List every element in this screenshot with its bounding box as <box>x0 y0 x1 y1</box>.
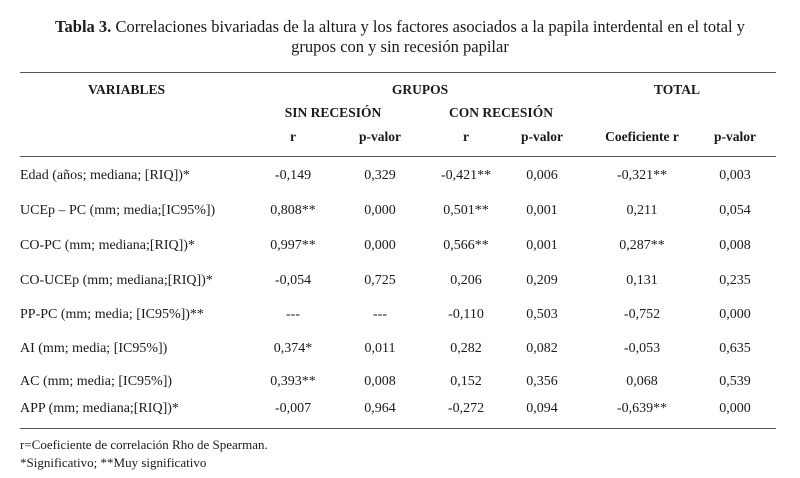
cell-con-r: 0,152 <box>450 374 482 389</box>
cell-con-p: 0,001 <box>526 238 558 253</box>
cell-con-r: -0,110 <box>448 307 484 322</box>
cell-sin-p: 0,008 <box>364 374 396 389</box>
cell-con-r: 0,501** <box>443 203 489 218</box>
header-total: TOTAL <box>653 82 701 97</box>
row-variable: CO-UCEp (mm; mediana;[RIQ])* <box>20 273 213 288</box>
top-rule <box>20 72 776 73</box>
cell-sin-r: 0,808** <box>270 203 316 218</box>
cell-con-r: 0,206 <box>450 273 482 288</box>
cell-sin-r: 0,374* <box>273 341 313 356</box>
cell-con-p: 0,006 <box>526 168 558 183</box>
cell-con-r: -0,272 <box>447 401 485 416</box>
cell-total-r: -0,053 <box>623 341 661 356</box>
cell-sin-r: 0,997** <box>270 238 316 253</box>
row-variable: CO-PC (mm; mediana;[RIQ])* <box>20 238 195 253</box>
cell-sin-p: 0,000 <box>364 238 396 253</box>
header-sin-recesion: SIN RECESIÓN <box>284 105 382 120</box>
row-variable: PP-PC (mm; media; [IC95%])** <box>20 307 204 322</box>
cell-sin-r: 0,393** <box>270 374 316 389</box>
cell-sin-p: 0,725 <box>364 273 396 288</box>
cell-con-p: 0,503 <box>526 307 558 322</box>
cell-total-p: 0,000 <box>719 401 751 416</box>
cell-sin-p: 0,000 <box>364 203 396 218</box>
cell-sin-r: --- <box>286 307 300 322</box>
caption-label: Tabla 3. <box>55 17 112 36</box>
cell-total-p: 0,635 <box>719 341 751 356</box>
cell-sin-r: -0,054 <box>274 273 312 288</box>
cell-total-r: -0,639** <box>616 401 668 416</box>
caption-text-1: Correlaciones bivariadas de la altura y los factores asociados a la papila interdental en el total y <box>115 17 745 36</box>
row-variable: Edad (años; mediana; [RIQ])* <box>20 168 190 183</box>
cell-con-r: 0,566** <box>443 238 489 253</box>
cell-total-p: 0,000 <box>719 307 751 322</box>
cell-sin-p: 0,964 <box>364 401 396 416</box>
cell-total-r: -0,321** <box>616 168 668 183</box>
cell-total-p: 0,054 <box>719 203 751 218</box>
cell-sin-r: -0,007 <box>274 401 312 416</box>
cell-total-r: 0,068 <box>626 374 658 389</box>
header-rule <box>20 156 776 157</box>
caption-line-1 <box>0 17 800 37</box>
caption-text-2: grupos con y sin recesión papilar <box>291 37 509 56</box>
cell-con-p: 0,001 <box>526 203 558 218</box>
cell-sin-p: --- <box>373 307 387 322</box>
cell-con-p: 0,082 <box>526 341 558 356</box>
cell-con-p: 0,094 <box>526 401 558 416</box>
cell-con-p: 0,356 <box>526 374 558 389</box>
cell-con-r: 0,282 <box>450 341 482 356</box>
header-variables: VARIABLES <box>88 82 166 97</box>
cell-total-r: 0,287** <box>619 238 665 253</box>
cell-sin-p: 0,011 <box>364 341 396 356</box>
footnote-spearman: r=Coeficiente de correlación Rho de Spearman. <box>20 437 268 452</box>
header-sin-r: r <box>290 129 296 144</box>
footnote-significance: *Significativo; **Muy significativo <box>20 455 207 470</box>
header-total-p: p-valor <box>714 129 756 144</box>
header-grupos: GRUPOS <box>391 82 449 97</box>
cell-total-p: 0,008 <box>719 238 751 253</box>
cell-total-p: 0,003 <box>719 168 751 183</box>
cell-total-p: 0,235 <box>719 273 751 288</box>
row-variable: UCEp – PC (mm; media;[IC95%]) <box>20 203 216 218</box>
table-caption <box>0 17 800 57</box>
cell-total-r: -0,752 <box>623 307 661 322</box>
cell-con-r: -0,421** <box>440 168 492 183</box>
row-variable: AI (mm; media; [IC95%]) <box>20 341 168 356</box>
cell-total-p: 0,539 <box>719 374 751 389</box>
cell-con-p: 0,209 <box>526 273 558 288</box>
header-total-r: Coeficiente r <box>605 129 679 144</box>
cell-total-r: 0,131 <box>626 273 658 288</box>
header-con-r: r <box>463 129 469 144</box>
cell-total-r: 0,211 <box>626 203 658 218</box>
cell-sin-p: 0,329 <box>364 168 396 183</box>
header-con-recesion: CON RECESIÓN <box>449 105 553 120</box>
header-con-p: p-valor <box>521 129 563 144</box>
row-variable: AC (mm; media; [IC95%]) <box>20 374 173 389</box>
bottom-rule <box>20 428 776 429</box>
row-variable: APP (mm; mediana;[RIQ])* <box>20 401 179 416</box>
header-sin-p: p-valor <box>359 129 401 144</box>
cell-sin-r: -0,149 <box>274 168 312 183</box>
